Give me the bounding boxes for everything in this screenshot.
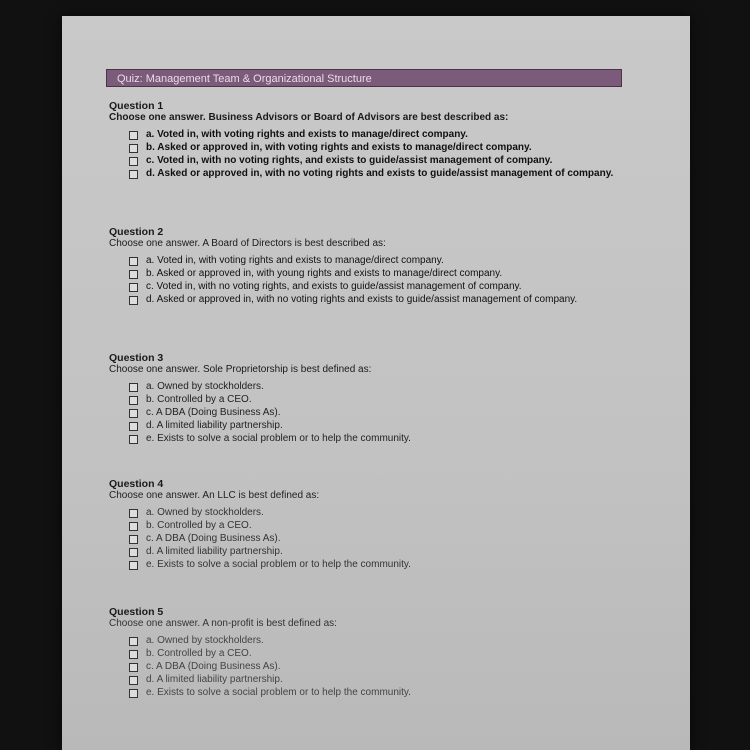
checkbox[interactable] bbox=[129, 435, 138, 444]
answer-option-b[interactable] bbox=[129, 520, 629, 532]
checkbox[interactable] bbox=[129, 663, 138, 672]
question-prompt: Choose one answer. A Board of Directors is best described as: bbox=[109, 238, 386, 249]
checkbox[interactable] bbox=[129, 637, 138, 646]
question-3 bbox=[109, 352, 629, 446]
answer-label: d. A limited liability partnership. bbox=[146, 674, 283, 685]
answer-option-b[interactable] bbox=[129, 142, 629, 154]
answer-option-d[interactable] bbox=[129, 420, 629, 432]
answer-label: d. Asked or approved in, with no voting rights and exists to guide/assist management of company. bbox=[146, 294, 578, 305]
answer-option-a[interactable] bbox=[129, 635, 629, 647]
answer-option-b[interactable] bbox=[129, 268, 629, 280]
answer-label: e. Exists to solve a social problem or to help the community. bbox=[146, 559, 411, 570]
question-prompt: Choose one answer. Business Advisors or Board of Advisors are best described as: bbox=[109, 112, 509, 123]
answer-option-e[interactable] bbox=[129, 559, 629, 571]
question-title: Question 2 bbox=[109, 226, 164, 238]
answer-label: e. Exists to solve a social problem or to help the community. bbox=[146, 687, 411, 698]
answer-option-b[interactable] bbox=[129, 648, 629, 660]
checkbox[interactable] bbox=[129, 144, 138, 153]
quiz-title-bar bbox=[106, 69, 622, 87]
checkbox[interactable] bbox=[129, 170, 138, 179]
checkbox[interactable] bbox=[129, 396, 138, 405]
answer-option-a[interactable] bbox=[129, 129, 629, 141]
checkbox[interactable] bbox=[129, 296, 138, 305]
answer-label: a. Voted in, with voting rights and exists to manage/direct company. bbox=[146, 255, 444, 266]
quiz-title: Quiz: Management Team & Organizational Structure bbox=[117, 73, 372, 85]
checkbox[interactable] bbox=[129, 561, 138, 570]
answer-label: e. Exists to solve a social problem or to help the community. bbox=[146, 433, 411, 444]
answer-option-a[interactable] bbox=[129, 381, 629, 393]
checkbox[interactable] bbox=[129, 689, 138, 698]
answer-label: c. Voted in, with no voting rights, and exists to guide/assist management of company. bbox=[146, 281, 522, 292]
answer-label: c. Voted in, with no voting rights, and exists to guide/assist management of company. bbox=[146, 155, 553, 166]
answer-options bbox=[129, 255, 629, 306]
answer-label: a. Owned by stockholders. bbox=[146, 507, 264, 518]
answer-options bbox=[129, 635, 629, 699]
question-prompt: Choose one answer. A non-profit is best defined as: bbox=[109, 618, 337, 629]
checkbox[interactable] bbox=[129, 650, 138, 659]
checkbox[interactable] bbox=[129, 535, 138, 544]
question-title: Question 3 bbox=[109, 352, 164, 364]
answer-label: a. Voted in, with voting rights and exists to manage/direct company. bbox=[146, 129, 468, 140]
checkbox[interactable] bbox=[129, 257, 138, 266]
question-prompt: Choose one answer. Sole Proprietorship is best defined as: bbox=[109, 364, 372, 375]
checkbox[interactable] bbox=[129, 676, 138, 685]
answer-option-b[interactable] bbox=[129, 394, 629, 406]
answer-option-c[interactable] bbox=[129, 407, 629, 419]
answer-option-e[interactable] bbox=[129, 687, 629, 699]
checkbox[interactable] bbox=[129, 383, 138, 392]
answer-option-c[interactable] bbox=[129, 661, 629, 673]
answer-label: b. Asked or approved in, with young rights and exists to manage/direct company. bbox=[146, 268, 503, 279]
checkbox[interactable] bbox=[129, 131, 138, 140]
answer-option-c[interactable] bbox=[129, 281, 629, 293]
answer-label: c. A DBA (Doing Business As). bbox=[146, 407, 281, 418]
checkbox[interactable] bbox=[129, 522, 138, 531]
question-1 bbox=[109, 100, 629, 181]
answer-options bbox=[129, 381, 629, 445]
checkbox[interactable] bbox=[129, 422, 138, 431]
checkbox[interactable] bbox=[129, 283, 138, 292]
question-4 bbox=[109, 478, 629, 572]
checkbox[interactable] bbox=[129, 270, 138, 279]
answer-option-c[interactable] bbox=[129, 533, 629, 545]
answer-label: b. Controlled by a CEO. bbox=[146, 648, 252, 659]
answer-label: b. Controlled by a CEO. bbox=[146, 520, 252, 531]
answer-options bbox=[129, 129, 629, 180]
answer-label: a. Owned by stockholders. bbox=[146, 381, 264, 392]
answer-option-d[interactable] bbox=[129, 168, 629, 180]
answer-option-d[interactable] bbox=[129, 546, 629, 558]
question-title: Question 5 bbox=[109, 606, 164, 618]
checkbox[interactable] bbox=[129, 157, 138, 166]
answer-option-a[interactable] bbox=[129, 507, 629, 519]
answer-option-c[interactable] bbox=[129, 155, 629, 167]
answer-label: b. Asked or approved in, with voting rights and exists to manage/direct company. bbox=[146, 142, 532, 153]
checkbox[interactable] bbox=[129, 548, 138, 557]
question-title: Question 4 bbox=[109, 478, 164, 490]
answer-label: c. A DBA (Doing Business As). bbox=[146, 533, 281, 544]
answer-option-d[interactable] bbox=[129, 294, 629, 306]
question-5 bbox=[109, 606, 629, 700]
answer-label: a. Owned by stockholders. bbox=[146, 635, 264, 646]
question-title: Question 1 bbox=[109, 100, 164, 112]
answer-label: d. A limited liability partnership. bbox=[146, 420, 283, 431]
answer-label: d. Asked or approved in, with no voting rights and exists to guide/assist management of company. bbox=[146, 168, 614, 179]
answer-label: b. Controlled by a CEO. bbox=[146, 394, 252, 405]
question-2 bbox=[109, 226, 629, 307]
quiz-page bbox=[62, 16, 690, 750]
answer-options bbox=[129, 507, 629, 571]
checkbox[interactable] bbox=[129, 509, 138, 518]
checkbox[interactable] bbox=[129, 409, 138, 418]
question-prompt: Choose one answer. An LLC is best defined as: bbox=[109, 490, 320, 501]
answer-option-d[interactable] bbox=[129, 674, 629, 686]
answer-label: c. A DBA (Doing Business As). bbox=[146, 661, 281, 672]
answer-option-a[interactable] bbox=[129, 255, 629, 267]
answer-option-e[interactable] bbox=[129, 433, 629, 445]
answer-label: d. A limited liability partnership. bbox=[146, 546, 283, 557]
